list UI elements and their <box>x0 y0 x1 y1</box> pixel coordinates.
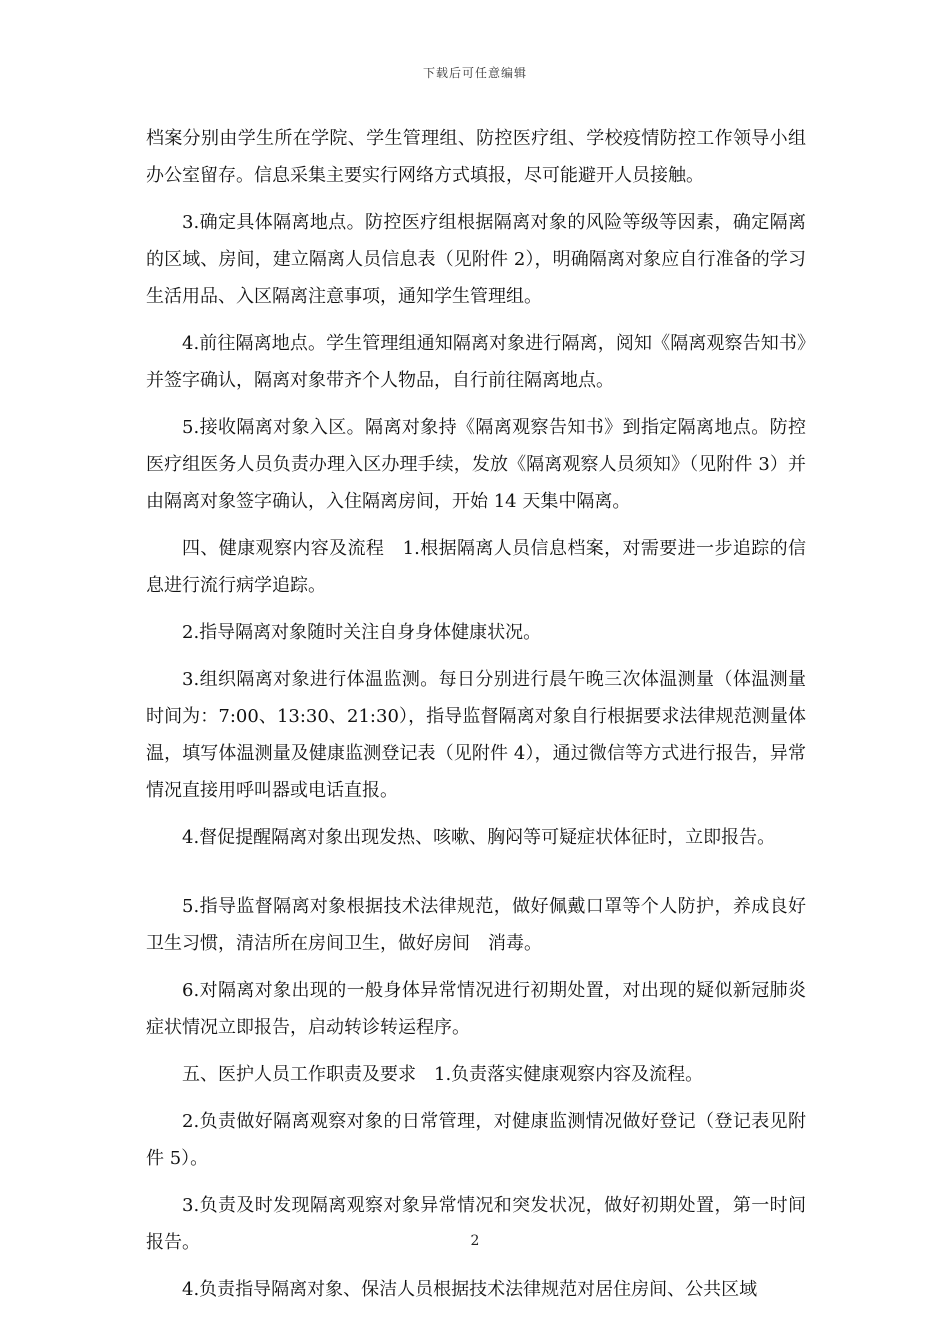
section-heading-paragraph: 五、医护人员工作职责及要求 1.负责落实健康观察内容及流程。 <box>182 1064 704 1085</box>
section-heading-paragraph: 四、健康观察内容及流程 1.根据隔离人员信息档案，对需要进一步追踪的信息进行流行病学追踪。 <box>146 538 806 596</box>
paragraph: 2.指导隔离对象随时关注自身身体健康状况。 <box>182 622 542 643</box>
paragraph: 3.确定具体隔离地点。防控医疗组根据隔离对象的风险等级等因素，确定隔离的区域、房间，建立隔离人员信息表（见附件 2），明确隔离对象应自行准备的学习生活用品、入区隔离注意事项，通知学生管理组。 <box>146 212 806 307</box>
paragraph: 2.负责做好隔离观察对象的日常管理，对健康监测情况做好登记（登记表见附件 5）。 <box>146 1111 806 1169</box>
paragraph: 3.组织隔离对象进行体温监测。每日分别进行晨午晚三次体温测量（体温测量时间为：7:00、13:30、21:30），指导监督隔离对象自行根据要求法律规范测量体温，填写体温测量及健康监测登记表（见附件 4），通过微信等方式进行报告，异常情况直接用呼叫器或电话直报。 <box>146 669 806 801</box>
paragraph: 档案分别由学生所在学院、学生管理组、防控医疗组、学校疫情防控工作领导小组办公室留存。信息采集主要实行网络方式填报，尽可能避开人员接触。 <box>146 128 806 186</box>
paragraph: 4.督促提醒隔离对象出现发热、咳嗽、胸闷等可疑症状体征时，立即报告。 <box>182 827 776 848</box>
document-body <box>146 120 806 1318</box>
paragraph: 5.接收隔离对象入区。隔离对象持《隔离观察告知书》到指定隔离地点。防控医疗组医务人员负责办理入区办理手续，发放《隔离观察人员须知》（见附件 3）并由隔离对象签字确认，入住隔离房间，开始 14 天集中隔离。 <box>146 417 806 512</box>
paragraph: 4.负责指导隔离对象、保洁人员根据技术法律规范对居住房间、公共区域 <box>182 1279 758 1300</box>
page-number: 2 <box>470 1233 480 1249</box>
paragraph: 4.前往隔离地点。学生管理组通知隔离对象进行隔离，阅知《隔离观察告知书》并签字确认，隔离对象带齐个人物品，自行前往隔离地点。 <box>146 333 806 391</box>
paragraph: 6.对隔离对象出现的一般身体异常情况进行初期处置，对出现的疑似新冠肺炎症状情况立即报告，启动转诊转运程序。 <box>146 980 806 1038</box>
paragraph: 5.指导监督隔离对象根据技术法律规范，做好佩戴口罩等个人防护，养成良好卫生习惯，清洁所在房间卫生，做好房间 消毒。 <box>146 896 806 954</box>
paragraph: 3.负责及时发现隔离观察对象异常情况和突发状况，做好初期处置，第一时间报告。 <box>146 1195 806 1253</box>
page-header: 下载后可任意编辑 <box>422 66 527 80</box>
